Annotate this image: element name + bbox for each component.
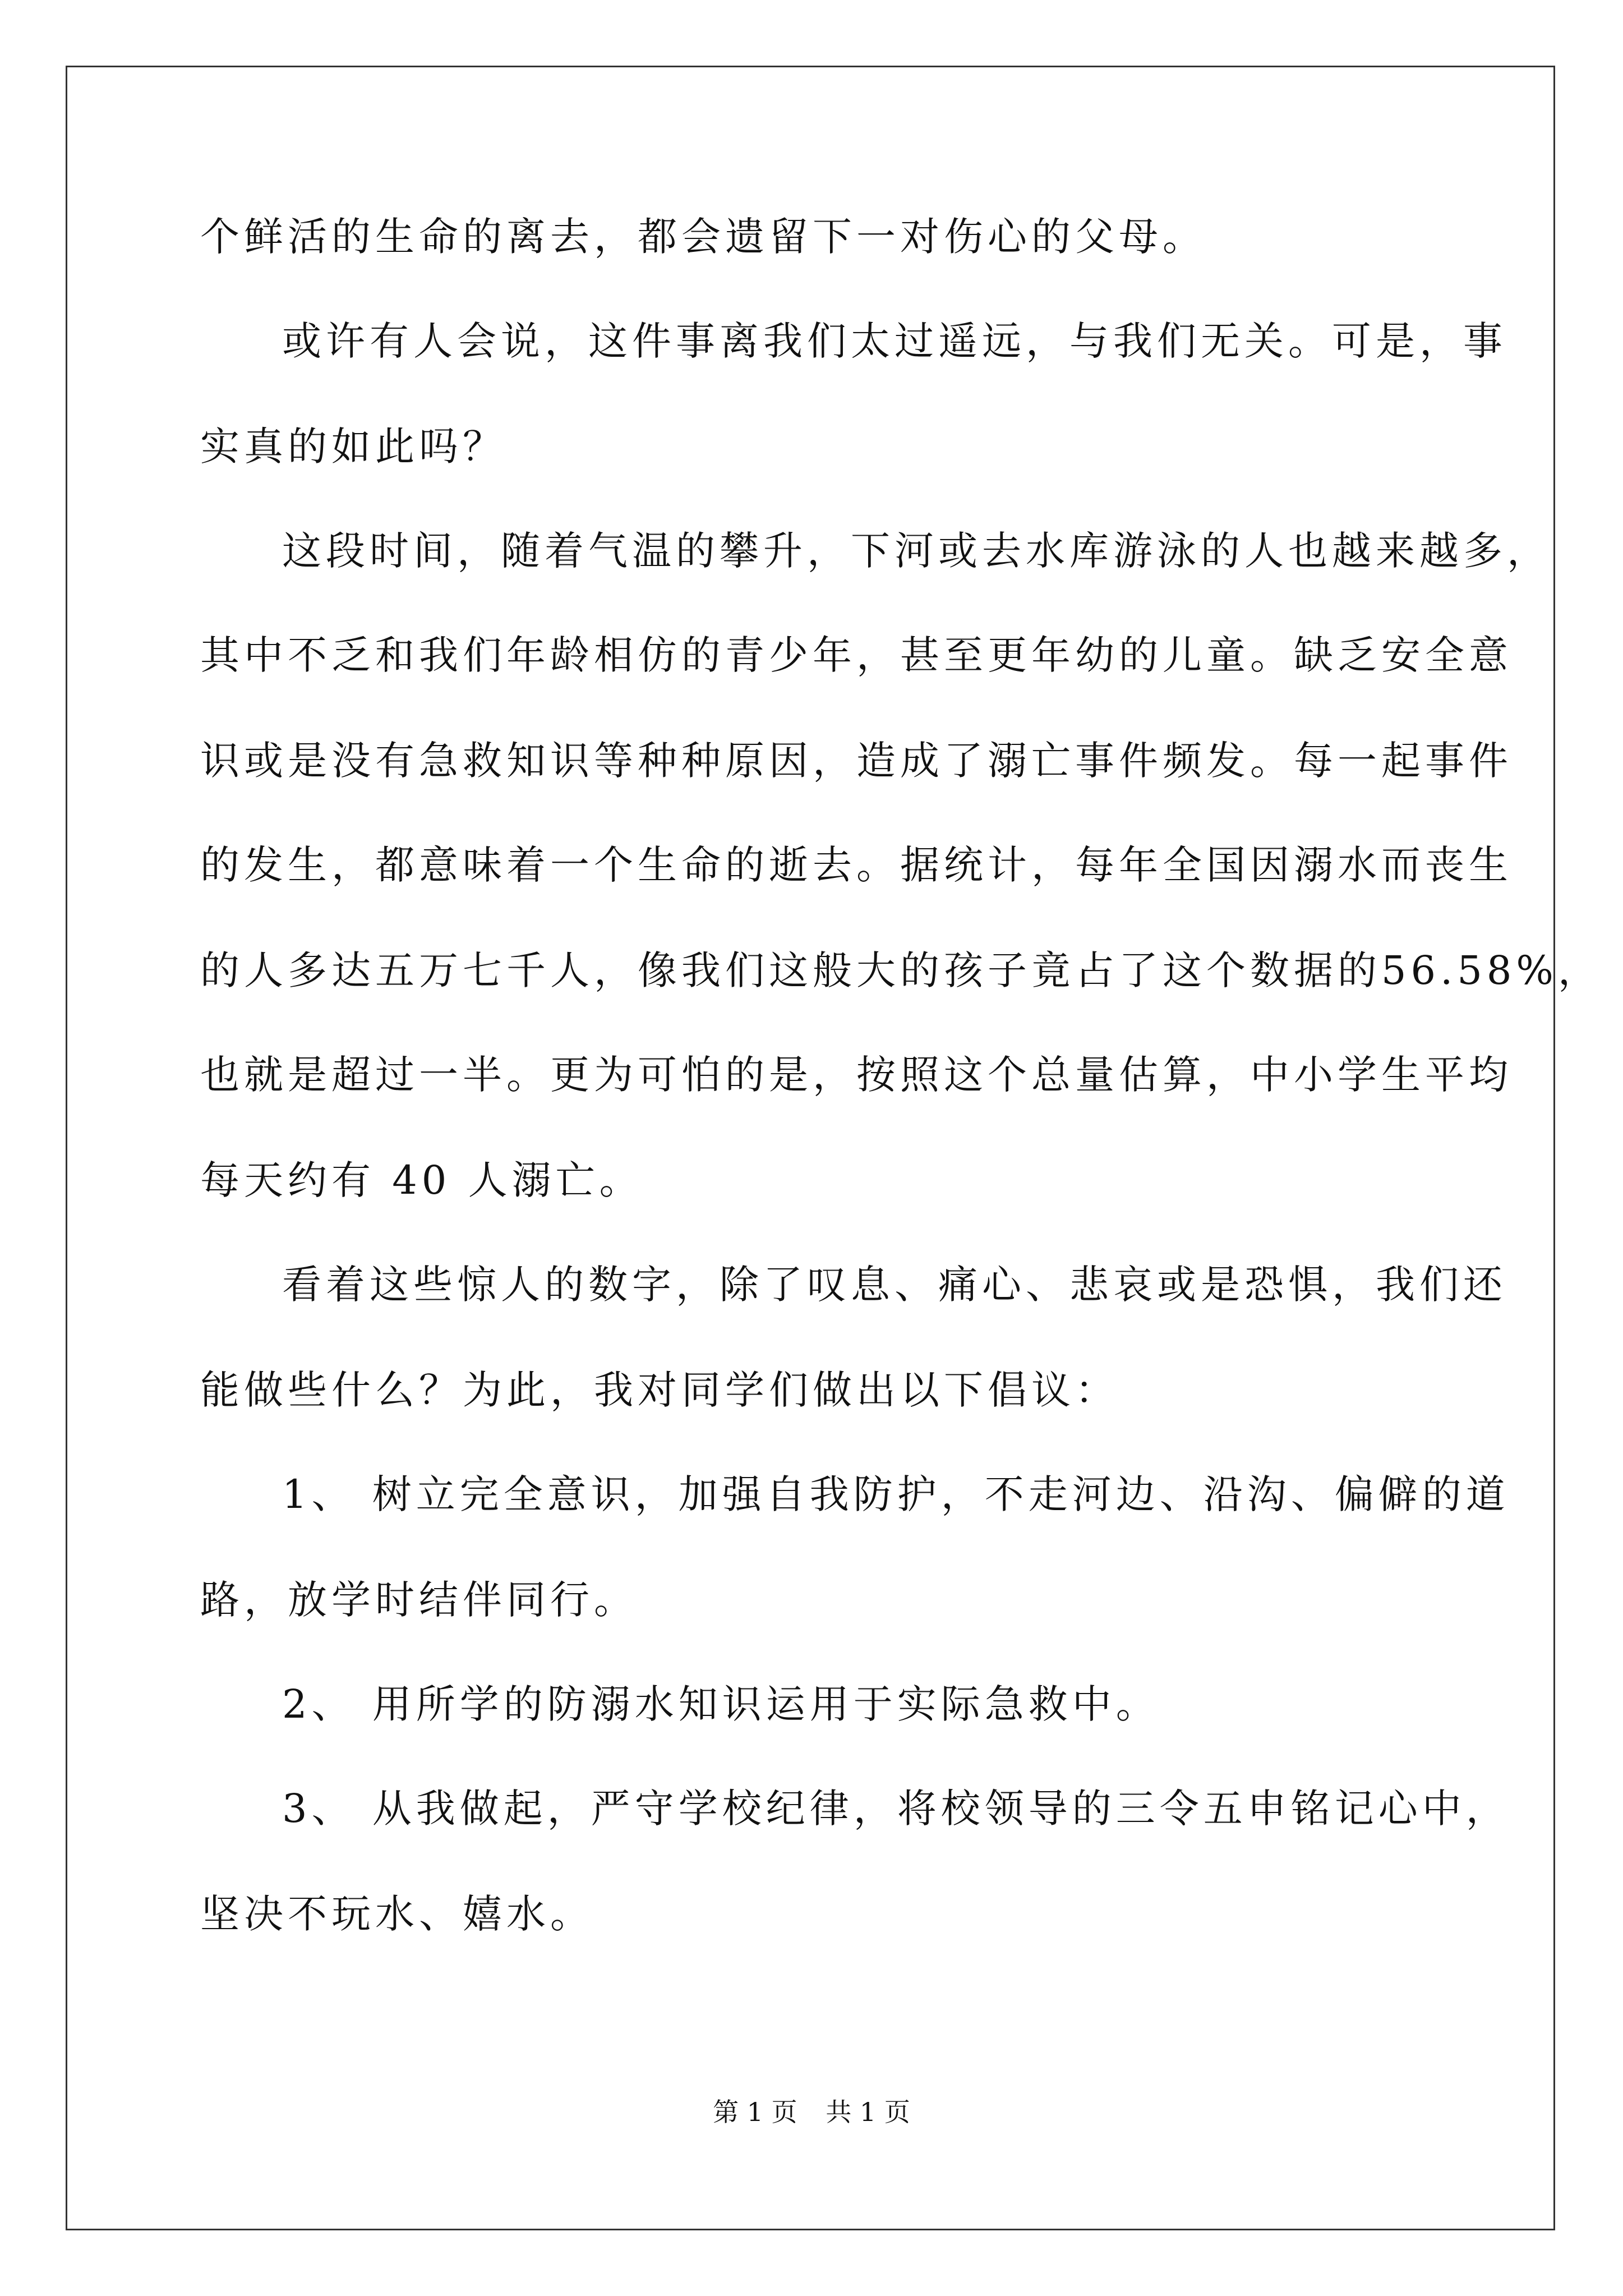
text-line: 或许有人会说，这件事离我们太过遥远，与我们无关。可是，事 xyxy=(282,318,1507,364)
page-footer xyxy=(0,2095,1623,2129)
text-line: 识或是没有急救知识等种种原因，造成了溺亡事件频发。每一起事件 xyxy=(200,738,1513,784)
text-line: 路，放学时结伴同行。 xyxy=(200,1577,638,1623)
list-item-1: 1、 树立完全意识，加强自我防护，不走河边、沿沟、偏僻的道 xyxy=(282,1471,1510,1517)
page-number: 第 1 页 xyxy=(713,2097,797,2127)
text-line: 这段时间，随着气温的攀升，下河或去水库游泳的人也越来越多， xyxy=(282,528,1551,574)
text-line: 其中不乏和我们年龄相仿的青少年，甚至更年幼的儿童。缺乏安全意 xyxy=(200,632,1513,678)
text-line: 坚决不玩水、嬉水。 xyxy=(200,1891,594,1937)
text-line: 的发生，都意味着一个生命的逝去。据统计，每年全国因溺水而丧生 xyxy=(200,842,1513,888)
text-line: 个鲜活的生命的离去，都会遗留下一对伤心的父母。 xyxy=(200,214,1206,260)
text-line: 实真的如此吗？ xyxy=(200,424,506,470)
text-line: 看着这些惊人的数字，除了叹息、痛心、悲哀或是恐惧，我们还 xyxy=(282,1262,1507,1308)
text-line: 的人多达五万七千人，像我们这般大的孩子竟占了这个数据的56.58%， xyxy=(200,947,1602,993)
text-line: 每天约有 40 人溺亡。 xyxy=(200,1157,643,1203)
text-line: 能做些什么？为此，我对同学们做出以下倡议： xyxy=(200,1367,1119,1413)
text-line: 也就是超过一半。更为可怕的是，按照这个总量估算，中小学生平均 xyxy=(200,1052,1513,1098)
list-item-3: 3、 从我做起，严守学校纪律，将校领导的三令五申铭记心中， xyxy=(282,1786,1510,1832)
page-total: 共 1 页 xyxy=(826,2097,910,2127)
list-item-2: 2、 用所学的防溺水知识运用于实际急救中。 xyxy=(282,1681,1160,1727)
